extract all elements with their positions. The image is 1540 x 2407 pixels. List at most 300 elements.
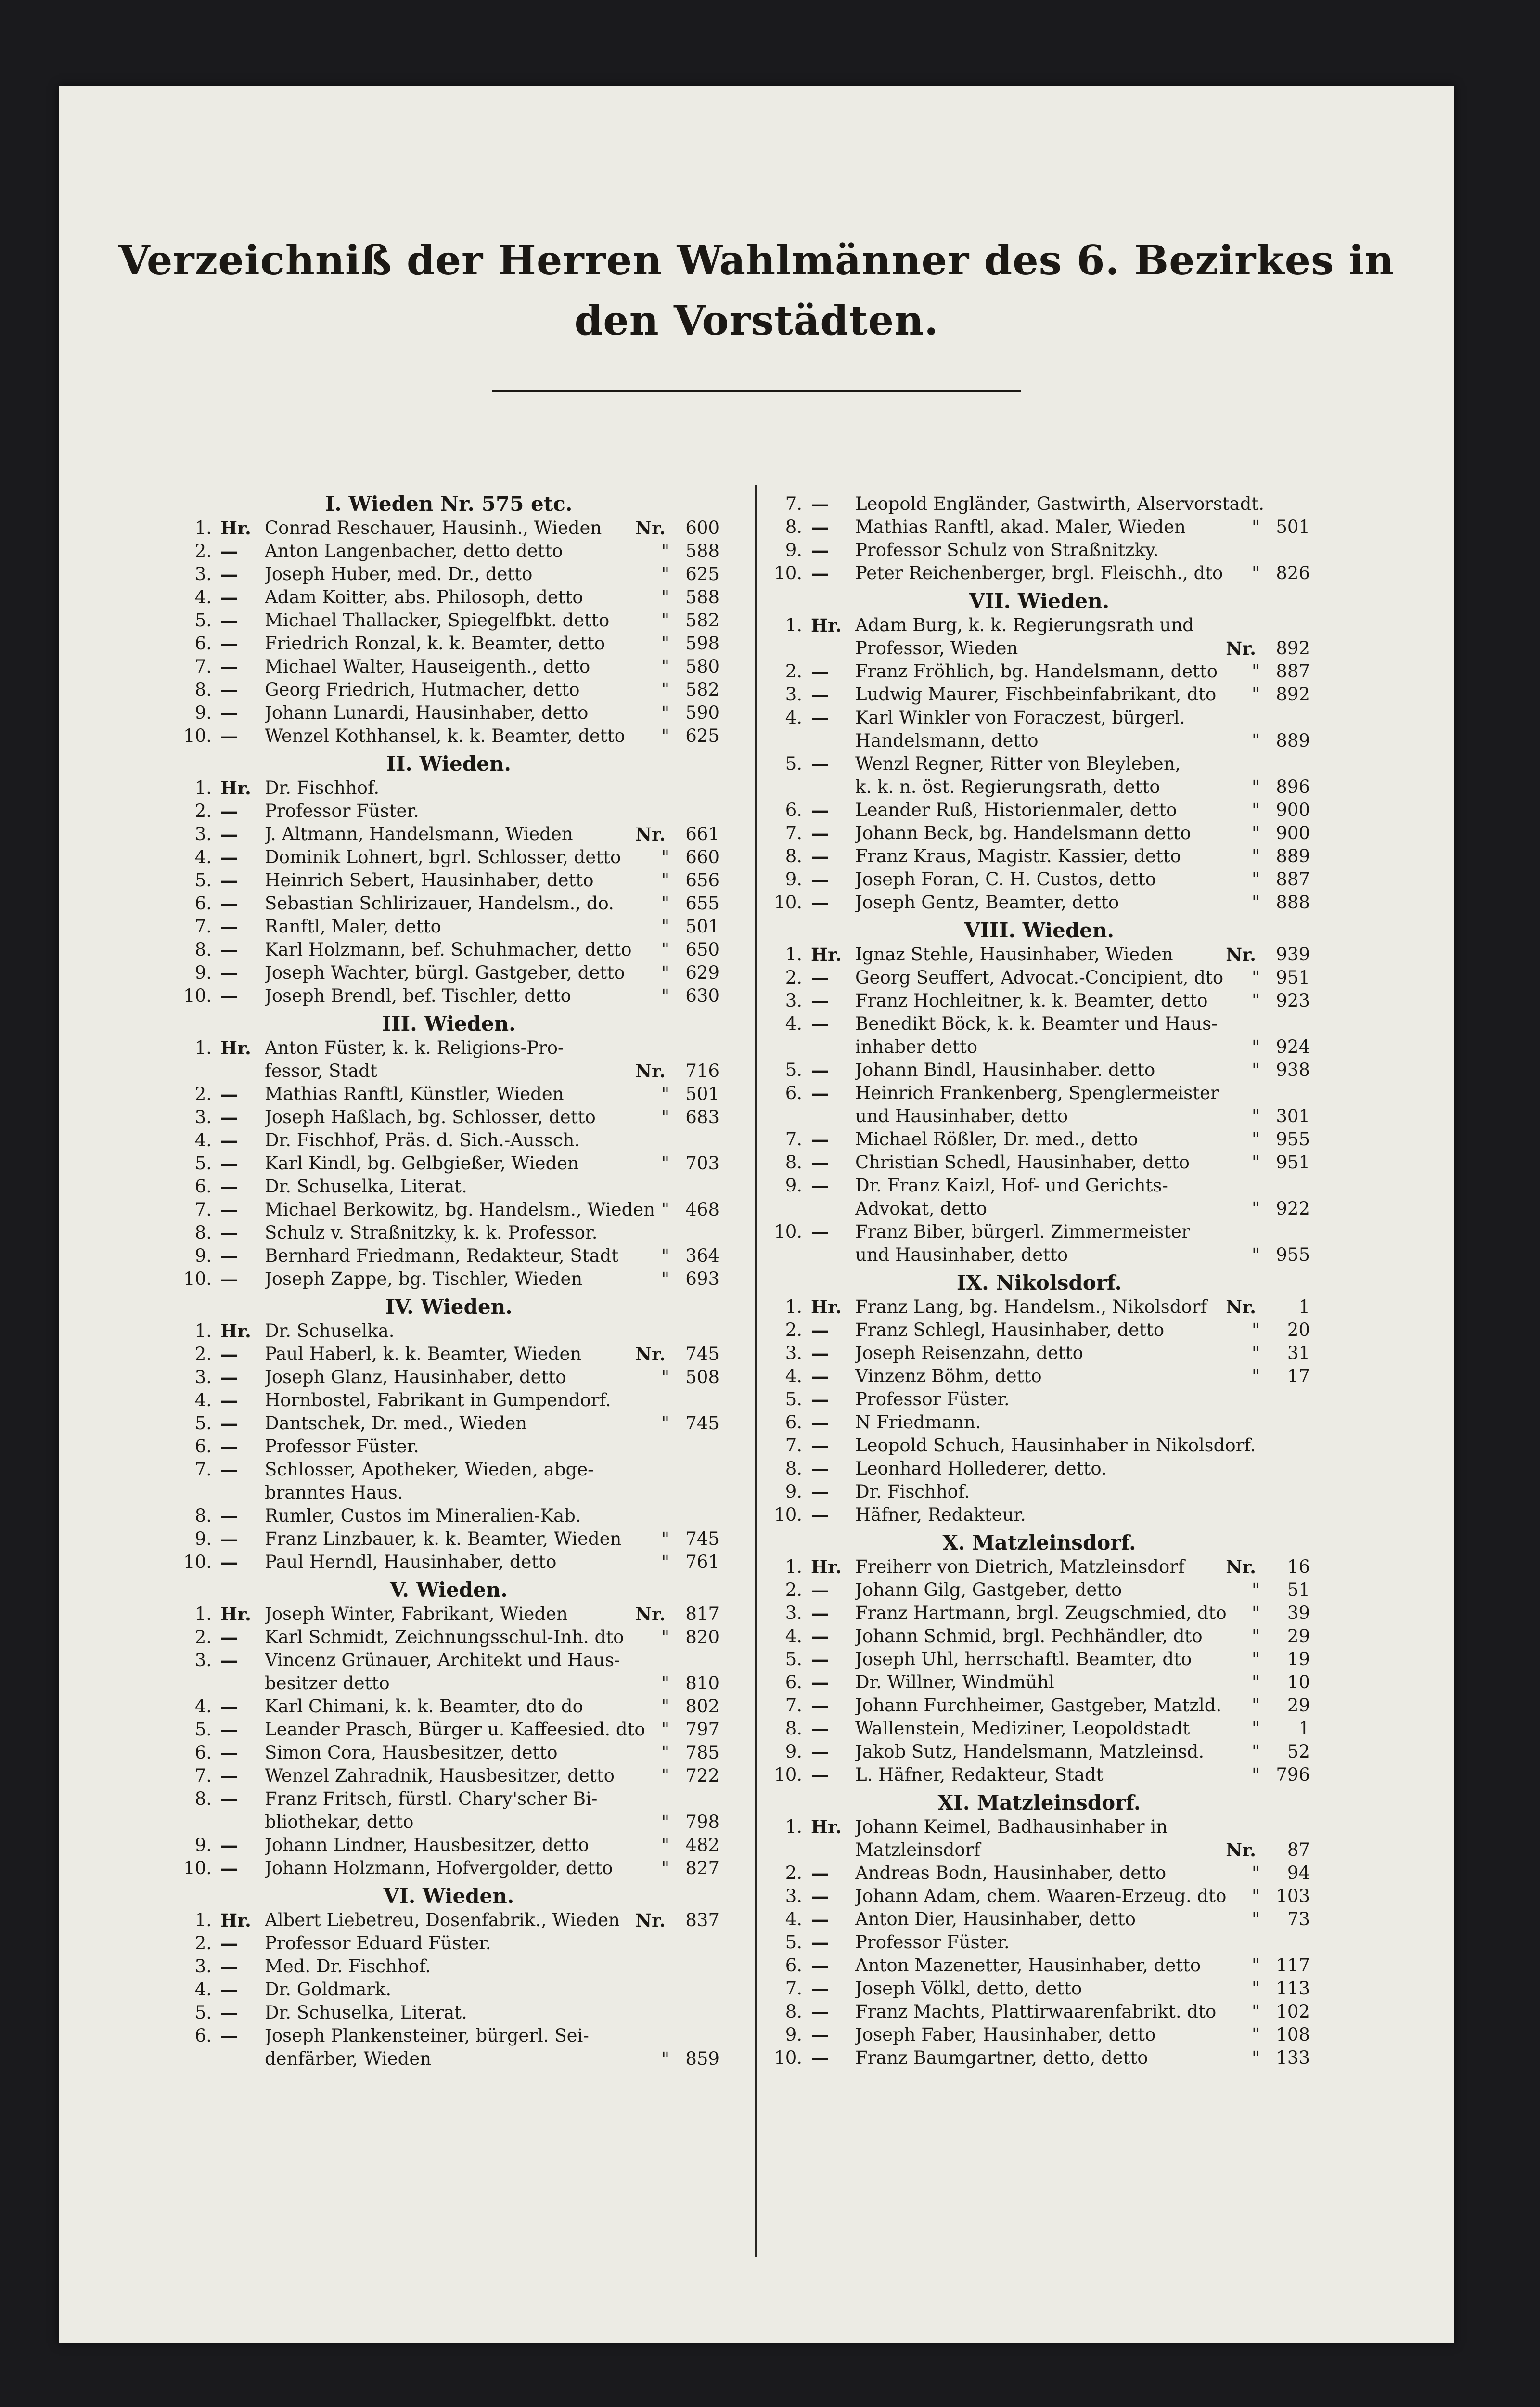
elector-name-occupation: Franz Biber, bürgerl. Zimmermeister bbox=[855, 1221, 1190, 1242]
ditto-mark: " bbox=[1251, 1198, 1260, 1219]
elector-name-occupation: Adam Koitter, abs. Philosoph, detto bbox=[265, 587, 583, 608]
elector-name-occupation: Johann Schmid, brgl. Pechhändler, dto bbox=[855, 1626, 1203, 1646]
elector-name-occupation: k. k. n. öst. Regierungsrath, detto bbox=[855, 776, 1160, 797]
house-number: 31 bbox=[1287, 1343, 1310, 1363]
elector-name-occupation: Dr. Schuselka. bbox=[265, 1320, 395, 1341]
elector-name-occupation: Johann Lunardi, Hausinhaber, detto bbox=[265, 702, 589, 723]
elector-entry bbox=[178, 1435, 719, 1458]
house-number: 364 bbox=[685, 1245, 719, 1266]
entry-number: 10. bbox=[774, 892, 802, 913]
entry-line bbox=[178, 1412, 719, 1435]
elector-entry bbox=[178, 540, 719, 563]
dash-mark: — bbox=[220, 916, 238, 937]
entry-line bbox=[178, 1481, 719, 1504]
dash-mark: — bbox=[220, 1627, 238, 1648]
entry-line bbox=[769, 1862, 1310, 1885]
entry-number: 5. bbox=[785, 1649, 802, 1669]
dash-mark: — bbox=[220, 1268, 238, 1290]
entry-number: 3. bbox=[785, 1886, 802, 1906]
elector-name-occupation: Dantschek, Dr. med., Wieden bbox=[265, 1413, 527, 1434]
house-number: 938 bbox=[1276, 1060, 1310, 1080]
elector-name-occupation: besitzer detto bbox=[265, 1673, 390, 1694]
elector-name-occupation: fessor, Stadt bbox=[265, 1061, 377, 1081]
title-line-2: den Vorstädten. bbox=[574, 297, 939, 344]
entry-number: 5. bbox=[194, 1413, 212, 1434]
entry-number: 2. bbox=[194, 1627, 212, 1647]
elector-name-occupation: Georg Friedrich, Hutmacher, detto bbox=[265, 679, 580, 700]
entry-number: 4. bbox=[785, 1626, 802, 1646]
ditto-mark: " bbox=[661, 610, 669, 631]
ditto-mark: " bbox=[1251, 1863, 1260, 1883]
elector-entry bbox=[178, 725, 719, 748]
house-number: 588 bbox=[685, 541, 719, 561]
house-number: 501 bbox=[685, 1084, 719, 1104]
entry-line bbox=[769, 660, 1310, 683]
entry-line bbox=[178, 800, 719, 823]
entry-line bbox=[769, 845, 1310, 868]
entry-line bbox=[178, 938, 719, 961]
entry-number: 2. bbox=[785, 661, 802, 682]
entry-number: 7. bbox=[785, 493, 802, 514]
ditto-mark: " bbox=[1251, 2024, 1260, 2045]
dash-mark: — bbox=[220, 801, 238, 822]
dash-mark: — bbox=[811, 1909, 829, 1930]
entry-line bbox=[769, 891, 1310, 914]
elector-name-occupation: Dr. Fischhof. bbox=[265, 777, 380, 798]
ditto-mark: " bbox=[1251, 1909, 1260, 1929]
dash-mark: — bbox=[811, 1129, 829, 1150]
honorific: Hr. bbox=[811, 1816, 842, 1838]
section-heading: XI. Matzleinsdorf. bbox=[937, 1791, 1141, 1814]
elector-name-occupation: Johann Gilg, Gastgeber, detto bbox=[855, 1579, 1122, 1600]
elector-entry bbox=[769, 1434, 1310, 1457]
elector-name-occupation: inhaber detto bbox=[855, 1036, 978, 1057]
dash-mark: — bbox=[811, 1718, 829, 1739]
dash-mark: — bbox=[811, 1932, 829, 1953]
entry-line bbox=[178, 1551, 719, 1574]
dash-mark: — bbox=[220, 702, 238, 724]
elector-name-occupation: Professor Füster. bbox=[855, 1932, 1010, 1953]
elector-name-occupation: Heinrich Frankenberg, Spenglermeister bbox=[855, 1083, 1219, 1103]
dash-mark: — bbox=[220, 2025, 238, 2046]
dash-mark: — bbox=[811, 1626, 829, 1647]
elector-name-occupation: Mathias Ranftl, Künstler, Wieden bbox=[265, 1084, 564, 1104]
ditto-mark: " bbox=[1251, 846, 1260, 867]
elector-entry bbox=[178, 1343, 719, 1366]
ditto-mark: " bbox=[1251, 1955, 1260, 1976]
entry-number: 5. bbox=[785, 753, 802, 774]
entry-line bbox=[769, 1694, 1310, 1717]
house-number: 656 bbox=[685, 870, 719, 891]
section-heading: II. Wieden. bbox=[386, 752, 511, 776]
entry-number: 4. bbox=[194, 1979, 212, 2000]
house-number: 108 bbox=[1276, 2024, 1310, 2045]
house-number: 745 bbox=[685, 1344, 719, 1364]
elector-entry bbox=[178, 1175, 719, 1198]
ditto-mark: " bbox=[661, 2048, 669, 2069]
entry-number: 9. bbox=[194, 1245, 212, 1266]
elector-entry bbox=[769, 1977, 1310, 2000]
house-number: 955 bbox=[1276, 1244, 1310, 1265]
entry-line bbox=[178, 1221, 719, 1244]
entry-number: 2. bbox=[785, 1320, 802, 1340]
dash-mark: — bbox=[220, 962, 238, 984]
entry-number: 4. bbox=[194, 1130, 212, 1151]
entry-line bbox=[769, 1885, 1310, 1908]
entry-line bbox=[178, 1083, 719, 1106]
entry-number: 4. bbox=[194, 847, 212, 867]
elector-entry bbox=[769, 492, 1310, 516]
house-number: 117 bbox=[1276, 1955, 1310, 1976]
entry-line bbox=[769, 1035, 1310, 1059]
entry-line bbox=[769, 1411, 1310, 1434]
elector-entry bbox=[769, 1648, 1310, 1671]
ditto-mark: " bbox=[1251, 1741, 1260, 1762]
entry-line bbox=[769, 2046, 1310, 2070]
elector-name-occupation: Joseph Faber, Hausinhaber, detto bbox=[855, 2024, 1156, 2045]
elector-entry bbox=[178, 2001, 719, 2024]
honorific: Hr. bbox=[811, 1556, 842, 1578]
number-label: Nr. bbox=[635, 1910, 666, 1931]
elector-name-occupation: Wenzel Kothhansel, k. k. Beamter, detto bbox=[265, 725, 625, 746]
ditto-mark: " bbox=[1251, 990, 1260, 1011]
entry-line bbox=[178, 823, 719, 846]
elector-entry bbox=[769, 1411, 1310, 1434]
entry-line bbox=[178, 1036, 719, 1060]
elector-entry bbox=[178, 1129, 719, 1152]
number-label: Nr. bbox=[635, 518, 666, 539]
entry-number: 8. bbox=[785, 1718, 802, 1739]
entry-number: 9. bbox=[785, 540, 802, 560]
elector-name-occupation: Franz Fröhlich, bg. Handelsmann, detto bbox=[855, 661, 1218, 682]
entry-number: 10. bbox=[774, 563, 802, 583]
dash-mark: — bbox=[811, 1060, 829, 1081]
honorific: Hr. bbox=[220, 1910, 251, 1931]
elector-entry bbox=[769, 1862, 1310, 1885]
elector-entry bbox=[769, 516, 1310, 539]
dash-mark: — bbox=[220, 1459, 238, 1480]
entry-line bbox=[769, 539, 1310, 562]
elector-name-occupation: Hornbostel, Fabrikant in Gumpendorf. bbox=[265, 1390, 611, 1411]
entry-number: 9. bbox=[194, 702, 212, 723]
ditto-mark: " bbox=[661, 893, 669, 914]
entry-number: 4. bbox=[785, 1013, 802, 1034]
elector-name-occupation: Michael Thallacker, Spiegelfbkt. detto bbox=[265, 610, 610, 631]
house-number: 39 bbox=[1287, 1603, 1310, 1623]
entry-line bbox=[769, 1648, 1310, 1671]
entry-line bbox=[769, 1220, 1310, 1243]
entry-number: 1. bbox=[194, 777, 212, 798]
elector-entry bbox=[769, 1365, 1310, 1388]
elector-name-occupation: Leonhard Hollederer, detto. bbox=[855, 1458, 1107, 1479]
elector-entry bbox=[769, 614, 1310, 660]
entry-line bbox=[178, 1626, 719, 1649]
elector-entry bbox=[178, 655, 719, 678]
elector-entry bbox=[769, 799, 1310, 822]
dash-mark: — bbox=[220, 679, 238, 700]
entry-line bbox=[769, 1059, 1310, 1082]
house-number: 900 bbox=[1276, 823, 1310, 843]
elector-entry bbox=[769, 1128, 1310, 1151]
entry-line bbox=[178, 1366, 719, 1389]
elector-entry bbox=[769, 2023, 1310, 2046]
entry-line bbox=[769, 799, 1310, 822]
entry-number: 6. bbox=[194, 633, 212, 654]
section-heading: III. Wieden. bbox=[382, 1012, 516, 1035]
honorific: Hr. bbox=[811, 615, 842, 636]
elector-name-occupation: Johann Beck, bg. Handelsmann detto bbox=[855, 823, 1191, 843]
entry-number: 2. bbox=[194, 1084, 212, 1104]
dash-mark: — bbox=[220, 847, 238, 868]
ditto-mark: " bbox=[661, 985, 669, 1006]
honorific: Hr. bbox=[220, 1604, 251, 1625]
entry-number: 5. bbox=[194, 610, 212, 631]
elector-entry bbox=[769, 539, 1310, 562]
dash-mark: — bbox=[220, 633, 238, 654]
entry-number: 8. bbox=[785, 517, 802, 537]
entry-number: 6. bbox=[785, 1083, 802, 1103]
elector-entry bbox=[178, 846, 719, 869]
entry-line bbox=[178, 1527, 719, 1551]
section-heading: IV. Wieden. bbox=[385, 1295, 513, 1319]
elector-entry bbox=[769, 1954, 1310, 1977]
elector-name-occupation: Franz Fritsch, fürstl. Chary'scher Bi- bbox=[265, 1788, 598, 1809]
entry-line bbox=[769, 868, 1310, 891]
entry-line bbox=[178, 1741, 719, 1764]
title-rule bbox=[492, 390, 1021, 392]
entry-number: 10. bbox=[774, 1221, 802, 1242]
entry-number: 3. bbox=[194, 1107, 212, 1127]
elector-name-occupation: Paul Haberl, k. k. Beamter, Wieden bbox=[265, 1344, 582, 1364]
ditto-mark: " bbox=[661, 587, 669, 608]
entry-number: 6. bbox=[194, 893, 212, 914]
dash-mark: — bbox=[220, 1742, 238, 1763]
elector-entry bbox=[769, 1319, 1310, 1342]
house-number: 951 bbox=[1276, 1152, 1310, 1173]
house-number: 51 bbox=[1287, 1579, 1310, 1600]
elector-name-occupation: Johann Holzmann, Hofvergolder, detto bbox=[265, 1858, 613, 1878]
entry-number: 9. bbox=[785, 869, 802, 890]
house-number: 745 bbox=[685, 1413, 719, 1434]
entry-line bbox=[178, 1695, 719, 1718]
elector-name-occupation: Franz Linzbauer, k. k. Beamter, Wieden bbox=[265, 1528, 622, 1549]
entry-line bbox=[178, 2001, 719, 2024]
elector-name-occupation: Anton Füster, k. k. Religions-Pro- bbox=[265, 1037, 564, 1058]
ditto-mark: " bbox=[1251, 1244, 1260, 1265]
entry-number: 8. bbox=[194, 1788, 212, 1809]
elector-entry bbox=[769, 966, 1310, 989]
entry-number: 7. bbox=[785, 1435, 802, 1456]
elector-name-occupation: Adam Burg, k. k. Regierungsrath und bbox=[855, 615, 1194, 635]
ditto-mark: " bbox=[1251, 1129, 1260, 1150]
entry-number: 7. bbox=[785, 1129, 802, 1150]
dash-mark: — bbox=[811, 869, 829, 890]
entry-line bbox=[769, 776, 1310, 799]
elector-name-occupation: Karl Holzmann, bef. Schuhmacher, detto bbox=[265, 939, 632, 960]
entry-line bbox=[178, 1458, 719, 1481]
house-number: 887 bbox=[1276, 661, 1310, 682]
elector-entry bbox=[178, 984, 719, 1008]
elector-entry bbox=[769, 868, 1310, 891]
elector-name-occupation: Christian Schedl, Hausinhaber, detto bbox=[855, 1152, 1190, 1173]
dash-mark: — bbox=[220, 1528, 238, 1550]
entry-line bbox=[178, 1504, 719, 1527]
dash-mark: — bbox=[811, 1886, 829, 1907]
house-number: 20 bbox=[1287, 1320, 1310, 1340]
dash-mark: — bbox=[220, 1390, 238, 1411]
elector-name-occupation: Schlosser, Apotheker, Wieden, abge- bbox=[265, 1459, 594, 1480]
dash-mark: — bbox=[220, 1153, 238, 1174]
entry-number: 8. bbox=[194, 1505, 212, 1526]
entry-line bbox=[769, 1815, 1310, 1838]
ditto-mark: " bbox=[661, 564, 669, 584]
elector-entry bbox=[178, 2024, 719, 2071]
elector-name-occupation: und Hausinhaber, detto bbox=[855, 1106, 1068, 1126]
ditto-mark: " bbox=[661, 1858, 669, 1878]
entry-number: 2. bbox=[194, 1933, 212, 1954]
elector-name-occupation: Joseph Uhl, herrschaftl. Beamter, dto bbox=[855, 1649, 1192, 1669]
house-number: 73 bbox=[1287, 1909, 1310, 1929]
section-heading: V. Wieden. bbox=[390, 1578, 508, 1602]
dash-mark: — bbox=[220, 1199, 238, 1220]
dash-mark: — bbox=[811, 684, 829, 705]
house-number: 887 bbox=[1276, 869, 1310, 890]
ditto-mark: " bbox=[1251, 823, 1260, 843]
elector-entry bbox=[769, 1625, 1310, 1648]
dash-mark: — bbox=[220, 939, 238, 960]
title-line-1: Verzeichniß der Herren Wahlmänner des 6. Bezirkes in bbox=[118, 236, 1395, 284]
elector-entry bbox=[178, 1626, 719, 1649]
elector-entry bbox=[178, 1978, 719, 2001]
ditto-mark: " bbox=[1251, 1978, 1260, 1999]
dash-mark: — bbox=[811, 1978, 829, 1999]
elector-entry bbox=[178, 517, 719, 540]
elector-entry bbox=[178, 1198, 719, 1221]
entry-line bbox=[769, 1977, 1310, 2000]
elector-entry bbox=[178, 1036, 719, 1083]
elector-name-occupation: Karl Winkler von Foraczest, bürgerl. bbox=[855, 707, 1185, 728]
dash-mark: — bbox=[220, 587, 238, 608]
elector-entry bbox=[769, 1388, 1310, 1411]
elector-name-occupation: Bernhard Friedmann, Redakteur, Stadt bbox=[265, 1245, 619, 1266]
elector-name-occupation: Med. Dr. Fischhof. bbox=[265, 1956, 431, 1977]
elector-name-occupation: Joseph Winter, Fabrikant, Wieden bbox=[265, 1604, 568, 1624]
dash-mark: — bbox=[811, 1412, 829, 1433]
elector-name-occupation: Franz Baumgartner, detto, detto bbox=[855, 2047, 1148, 2068]
house-number: 630 bbox=[685, 985, 719, 1006]
entry-number: 7. bbox=[194, 1765, 212, 1786]
entry-number: 3. bbox=[785, 1343, 802, 1363]
house-number: 588 bbox=[685, 587, 719, 608]
house-number: 102 bbox=[1276, 2001, 1310, 2022]
house-number: 837 bbox=[685, 1910, 719, 1930]
dash-mark: — bbox=[220, 564, 238, 585]
ditto-mark: " bbox=[1251, 517, 1260, 537]
elector-entry bbox=[178, 1527, 719, 1551]
entry-line bbox=[769, 752, 1310, 776]
ditto-mark: " bbox=[1251, 1672, 1260, 1693]
house-number: 655 bbox=[685, 893, 719, 914]
entry-number: 9. bbox=[785, 2024, 802, 2045]
house-number: 103 bbox=[1276, 1886, 1310, 1906]
elector-name-occupation: Joseph Gentz, Beamter, detto bbox=[855, 892, 1119, 913]
entry-line bbox=[178, 1764, 719, 1787]
elector-name-occupation: Joseph Huber, med. Dr., detto bbox=[265, 564, 533, 584]
entry-line bbox=[769, 1602, 1310, 1625]
dash-mark: — bbox=[811, 967, 829, 988]
elector-entry bbox=[178, 701, 719, 725]
entry-number: 9. bbox=[194, 1835, 212, 1855]
elector-name-occupation: Professor Füster. bbox=[265, 1436, 419, 1457]
dash-mark: — bbox=[811, 1152, 829, 1173]
entry-line bbox=[769, 1579, 1310, 1602]
elector-entry bbox=[178, 1857, 719, 1880]
entry-line bbox=[769, 1838, 1310, 1862]
elector-entry bbox=[769, 1885, 1310, 1908]
house-number: 892 bbox=[1276, 684, 1310, 705]
dash-mark: — bbox=[811, 800, 829, 821]
ditto-mark: " bbox=[1251, 776, 1260, 797]
house-number: 888 bbox=[1276, 892, 1310, 913]
elector-name-occupation: Joseph Plankensteiner, bürgerl. Sei- bbox=[265, 2025, 589, 2046]
elector-name-occupation: Michael Rößler, Dr. med., detto bbox=[855, 1129, 1138, 1150]
ditto-mark: " bbox=[1251, 892, 1260, 913]
honorific: Hr. bbox=[811, 1296, 842, 1318]
ditto-mark: " bbox=[661, 633, 669, 654]
elector-name-occupation: Franz Schlegl, Hausinhaber, detto bbox=[855, 1320, 1165, 1340]
entry-line bbox=[769, 1954, 1310, 1977]
dash-mark: — bbox=[220, 1107, 238, 1128]
elector-name-occupation: Leopold Engländer, Gastwirth, Alservorstadt. bbox=[855, 493, 1265, 514]
elector-entry bbox=[178, 1834, 719, 1857]
entry-number: 6. bbox=[194, 1176, 212, 1197]
ditto-mark: " bbox=[661, 1084, 669, 1104]
entry-number: 3. bbox=[785, 1603, 802, 1623]
elector-name-occupation: Johann Adam, chem. Waaren-Erzeug. dto bbox=[855, 1886, 1227, 1906]
elector-entry bbox=[178, 1458, 719, 1504]
entry-line bbox=[769, 989, 1310, 1012]
house-number: 900 bbox=[1276, 800, 1310, 820]
entry-line bbox=[769, 1342, 1310, 1365]
entry-number: 5. bbox=[785, 1389, 802, 1410]
dash-mark: — bbox=[220, 1858, 238, 1879]
elector-name-occupation: Wenzl Regner, Ritter von Bleyleben, bbox=[855, 753, 1181, 774]
dash-mark: — bbox=[811, 1221, 829, 1242]
ditto-mark: " bbox=[661, 1153, 669, 1174]
elector-name-occupation: Karl Chimani, k. k. Beamter, dto do bbox=[265, 1696, 583, 1717]
entry-line bbox=[769, 1105, 1310, 1128]
dash-mark: — bbox=[220, 870, 238, 891]
entry-number: 2. bbox=[785, 1579, 802, 1600]
honorific: Hr. bbox=[220, 1037, 251, 1059]
dash-mark: — bbox=[220, 1788, 238, 1810]
dash-mark: — bbox=[811, 1013, 829, 1035]
entry-line bbox=[178, 609, 719, 632]
dash-mark: — bbox=[811, 1458, 829, 1479]
entry-number: 3. bbox=[194, 824, 212, 844]
elector-name-occupation: Professor Füster. bbox=[855, 1389, 1010, 1410]
entry-line bbox=[178, 1175, 719, 1198]
section-heading: IX. Nikolsdorf. bbox=[956, 1271, 1122, 1294]
entry-number: 10. bbox=[774, 1504, 802, 1525]
elector-entry bbox=[178, 1504, 719, 1527]
dash-mark: — bbox=[220, 1245, 238, 1267]
elector-name-occupation: L. Häfner, Redakteur, Stadt bbox=[855, 1764, 1104, 1785]
ditto-mark: " bbox=[1251, 1579, 1260, 1600]
document-sheet bbox=[59, 86, 1454, 2343]
entry-number: 8. bbox=[194, 1222, 212, 1243]
dash-mark: — bbox=[811, 1320, 829, 1341]
